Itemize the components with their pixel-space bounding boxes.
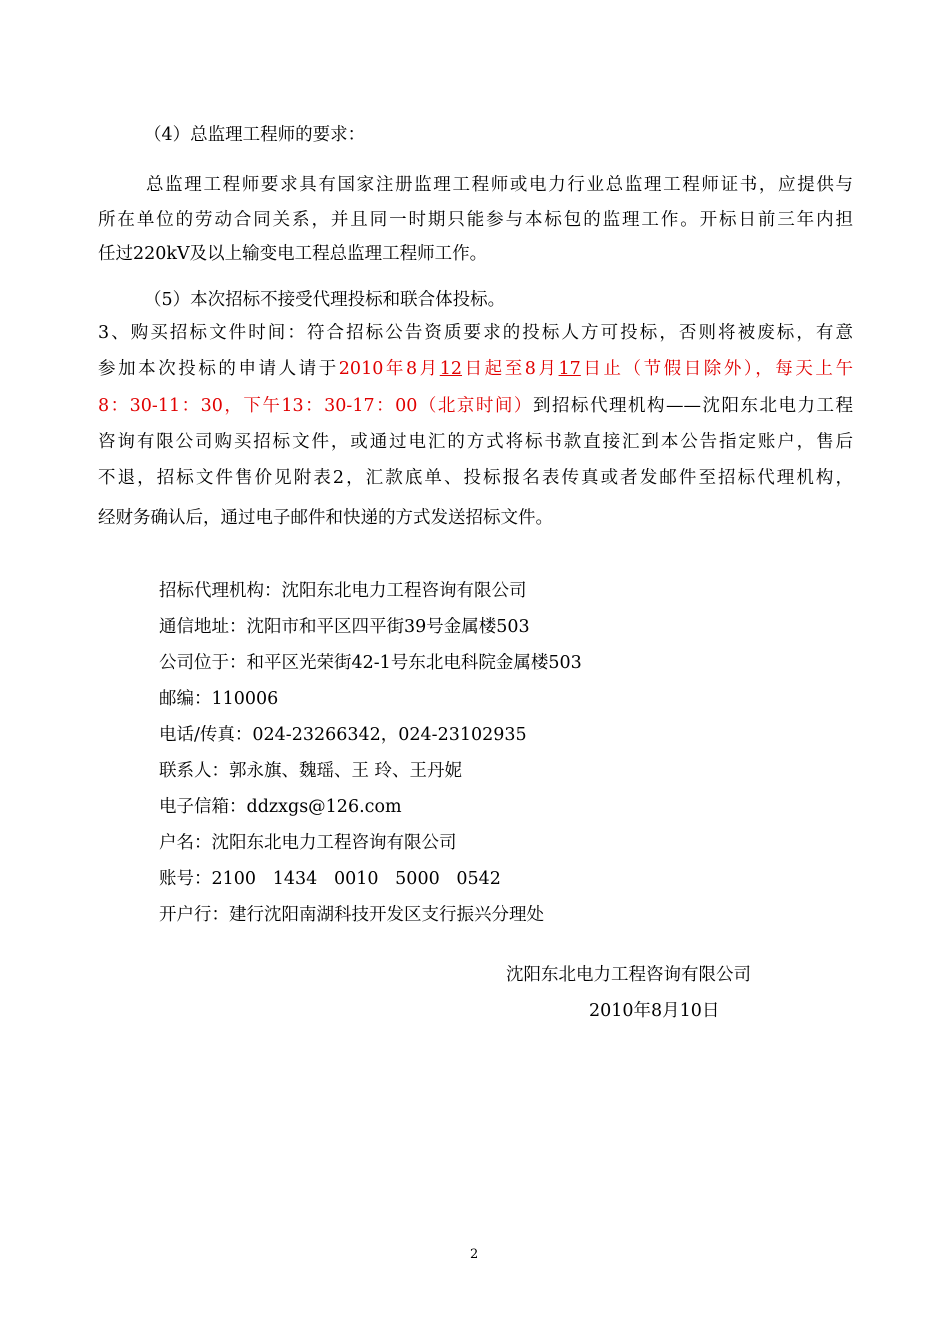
purchase-day-start: 12 bbox=[439, 359, 463, 379]
section5-text: （5）本次招标不接受代理投标和联合体投标。 bbox=[144, 290, 506, 310]
section3-line-4: 咨询有限公司购买招标文件，或通过电汇的方式将标书款直接汇到本公告指定账户，售后 bbox=[98, 432, 853, 452]
contact-bank: 开户行：建行沈阳南湖科技开发区支行振兴分理处 bbox=[159, 905, 544, 925]
signature-date: 2010年8月10日 bbox=[589, 1001, 720, 1021]
contact-location: 公司位于：和平区光荣街42-1号东北电科院金属楼503 bbox=[159, 653, 582, 673]
purchase-date-mid: 日起至8月 bbox=[462, 359, 559, 379]
purchase-date-start-prefix: 2010年8月 bbox=[338, 359, 440, 379]
signature-company: 沈阳东北电力工程咨询有限公司 bbox=[506, 965, 751, 985]
contact-account-name: 户名：沈阳东北电力工程咨询有限公司 bbox=[159, 833, 457, 853]
section4-para-line-3: 任过220kV及以上输变电工程总监理工程师工作。 bbox=[98, 244, 488, 264]
section3-line-6: 经财务确认后，通过电子邮件和快递的方式发送招标文件。 bbox=[98, 508, 553, 528]
page-number: 2 bbox=[470, 1247, 479, 1262]
section3-line-2-pre: 参加本次投标的申请人请于 bbox=[98, 359, 339, 379]
section4-heading: （4）总监理工程师的要求： bbox=[144, 125, 366, 145]
purchase-date-end-suffix: 日止（节假日除外），每天上午 bbox=[580, 359, 854, 379]
section3-line-3-post: 到招标代理机构——沈阳东北电力工程 bbox=[532, 396, 854, 416]
contact-address: 通信地址：沈阳市和平区四平街39号金属楼503 bbox=[159, 617, 530, 637]
contact-account-number: 账号：2100 1434 0010 5000 0542 bbox=[159, 869, 501, 889]
section4-para-line-1: 总监理工程师要求具有国家注册监理工程师或电力行业总监理工程师证书，应提供与 bbox=[146, 175, 853, 195]
section4-para-line-2: 所在单位的劳动合同关系，并且同一时期只能参与本标包的监理工作。开标日前三年内担 bbox=[98, 210, 853, 230]
section3-line-5: 不退，招标文件售价见附表2，汇款底单、投标报名表传真或者发邮件至招标代理机构， bbox=[98, 468, 853, 488]
purchase-day-end: 17 bbox=[558, 359, 581, 379]
section3-line-2 bbox=[98, 358, 853, 380]
purchase-hours: 8：30-11：30，下午13：30-17：00（北京时间） bbox=[98, 396, 533, 416]
section3-line-3 bbox=[98, 395, 853, 417]
section3-line-1: 3、购买招标文件时间：符合招标公告资质要求的投标人方可投标，否则将被废标，有意 bbox=[98, 323, 853, 343]
contact-postcode: 邮编：110006 bbox=[159, 689, 279, 709]
contact-agency: 招标代理机构：沈阳东北电力工程咨询有限公司 bbox=[159, 581, 527, 601]
contact-phone: 电话/传真：024-23266342，024-23102935 bbox=[159, 725, 527, 745]
contact-persons: 联系人：郭永旗、魏瑶、王 玲、王丹妮 bbox=[159, 761, 463, 781]
contact-email: 电子信箱：ddzxgs@126.com bbox=[159, 797, 402, 817]
